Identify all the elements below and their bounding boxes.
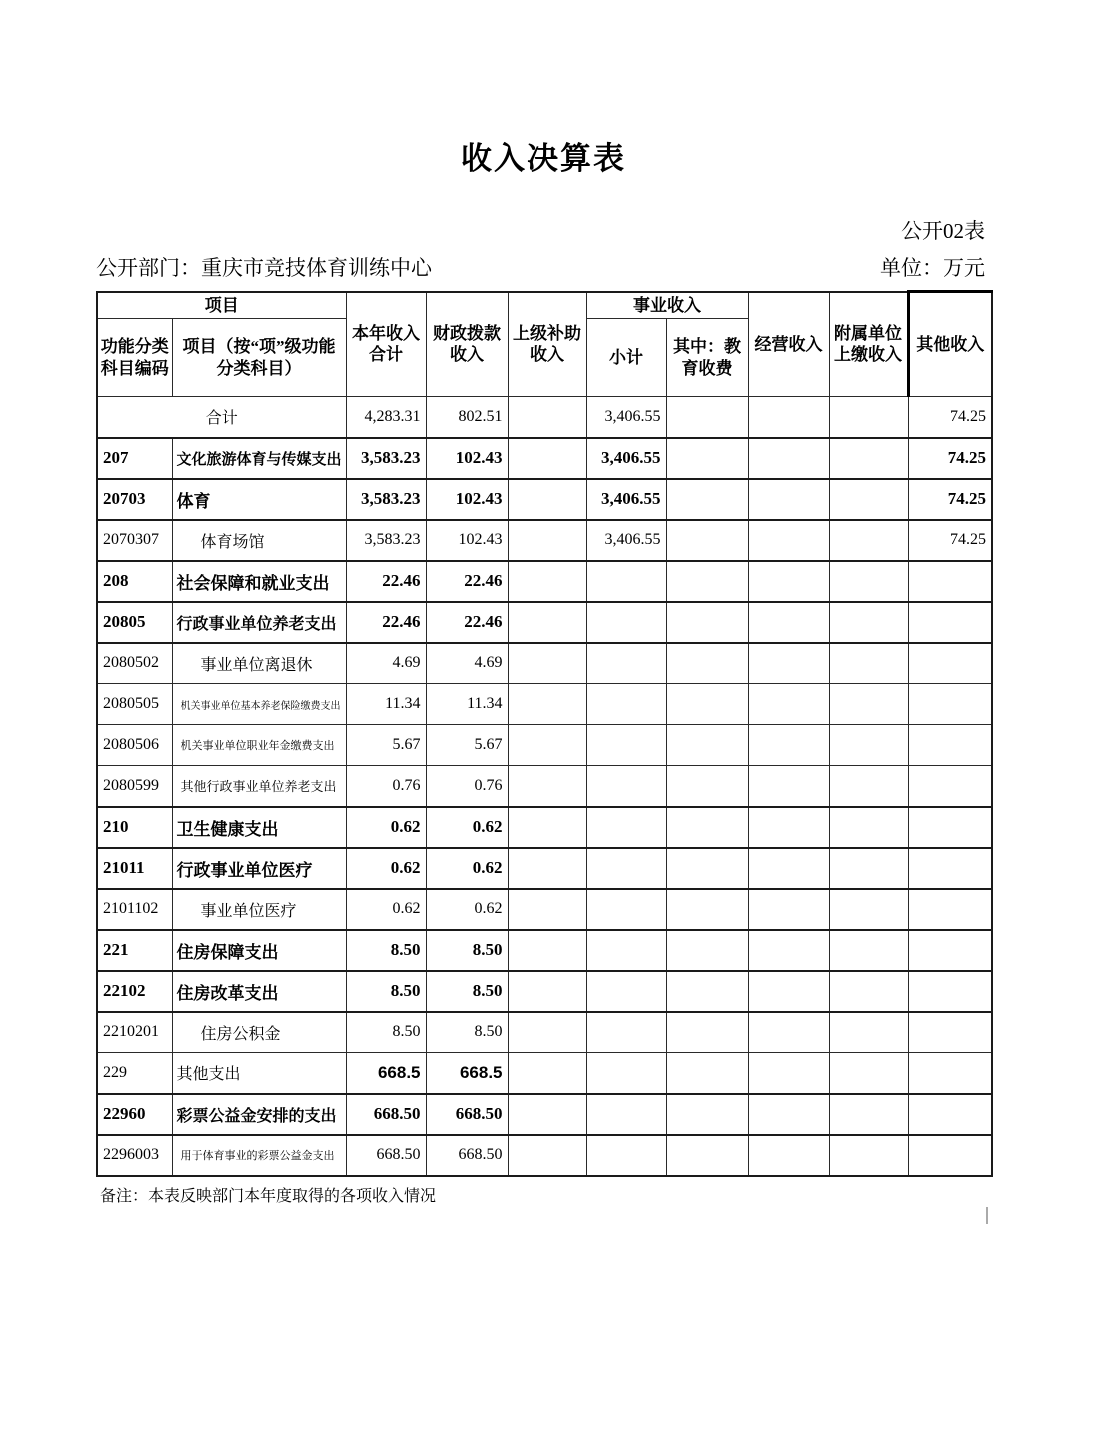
row-item-name: 彩票公益金安排的支出 xyxy=(172,1094,346,1135)
row-value xyxy=(908,684,992,725)
row-value xyxy=(829,602,908,643)
row-value: 8.50 xyxy=(426,1012,508,1053)
row-value xyxy=(829,848,908,889)
row-value xyxy=(908,643,992,684)
row-value xyxy=(748,479,829,520)
row-value xyxy=(908,971,992,1012)
row-value xyxy=(748,889,829,930)
row-code: 2080599 xyxy=(97,766,172,807)
row-value xyxy=(829,1094,908,1135)
row-value: 22.46 xyxy=(346,602,426,643)
row-value: 8.50 xyxy=(346,971,426,1012)
row-value xyxy=(666,438,748,479)
row-value xyxy=(908,561,992,602)
row-value xyxy=(586,1094,666,1135)
row-value xyxy=(508,561,586,602)
row-value xyxy=(586,930,666,971)
row-value: 22.46 xyxy=(346,561,426,602)
table-row xyxy=(97,807,992,848)
row-value xyxy=(508,725,586,766)
row-value: 668.5 xyxy=(346,1053,426,1094)
row-value xyxy=(908,1094,992,1135)
row-item-name: 体育 xyxy=(172,479,346,520)
row-item-name: 住房改革支出 xyxy=(172,971,346,1012)
row-value: 8.50 xyxy=(426,930,508,971)
row-value xyxy=(748,520,829,561)
row-value: 5.67 xyxy=(346,725,426,766)
row-value xyxy=(666,1135,748,1176)
row-value xyxy=(908,766,992,807)
row-value: 668.50 xyxy=(426,1094,508,1135)
row-value xyxy=(666,561,748,602)
row-value: 74.25 xyxy=(908,479,992,520)
row-value: 4.69 xyxy=(346,643,426,684)
row-value: 5.67 xyxy=(426,725,508,766)
row-value: 8.50 xyxy=(426,971,508,1012)
row-value xyxy=(748,930,829,971)
row-value xyxy=(586,1135,666,1176)
row-code: 2210201 xyxy=(97,1012,172,1053)
row-value: 74.25 xyxy=(908,438,992,479)
row-value xyxy=(666,479,748,520)
row-value xyxy=(748,1094,829,1135)
row-item-name: 事业单位医疗 xyxy=(172,889,346,930)
page-title: 收入决算表 xyxy=(461,141,626,176)
row-item-name: 文化旅游体育与传媒支出 xyxy=(172,438,346,479)
row-value xyxy=(829,889,908,930)
table-row xyxy=(97,1135,992,1176)
row-code: 2080502 xyxy=(97,643,172,684)
table-row xyxy=(97,1094,992,1135)
text-cursor-artifact xyxy=(986,1207,988,1224)
row-value xyxy=(586,1053,666,1094)
row-value xyxy=(908,1135,992,1176)
row-value: 22.46 xyxy=(426,602,508,643)
row-value: 0.62 xyxy=(426,889,508,930)
row-value xyxy=(666,971,748,1012)
row-value xyxy=(508,766,586,807)
row-value xyxy=(586,643,666,684)
table-row xyxy=(97,479,992,520)
row-value xyxy=(666,1094,748,1135)
table-row xyxy=(97,930,992,971)
row-value: 3,406.55 xyxy=(586,520,666,561)
row-value xyxy=(829,1053,908,1094)
row-value xyxy=(829,684,908,725)
row-value: 3,406.55 xyxy=(586,438,666,479)
row-value xyxy=(829,930,908,971)
row-value: 74.25 xyxy=(908,397,992,438)
row-code: 20703 xyxy=(97,479,172,520)
row-value xyxy=(829,438,908,479)
row-value xyxy=(748,561,829,602)
unit-label: 单位：万元 xyxy=(880,256,985,280)
row-code: 210 xyxy=(97,807,172,848)
row-value xyxy=(508,479,586,520)
table-row xyxy=(97,684,992,725)
row-value: 3,406.55 xyxy=(586,397,666,438)
row-value xyxy=(586,725,666,766)
row-code: 2080505 xyxy=(97,684,172,725)
row-value xyxy=(666,684,748,725)
row-value: 3,583.23 xyxy=(346,520,426,561)
row-value: 0.62 xyxy=(426,807,508,848)
row-value xyxy=(508,1053,586,1094)
row-value xyxy=(586,807,666,848)
row-value xyxy=(748,971,829,1012)
row-value xyxy=(508,520,586,561)
header-group-business: 事业收入 xyxy=(586,292,748,319)
row-item-name: 机关事业单位基本养老保险缴费支出 xyxy=(172,684,346,725)
row-value xyxy=(829,725,908,766)
table-row xyxy=(97,438,992,479)
row-value xyxy=(666,520,748,561)
row-value xyxy=(586,889,666,930)
row-value: 0.76 xyxy=(346,766,426,807)
row-value: 8.50 xyxy=(346,930,426,971)
header-affiliated: 附属单位上缴收入 xyxy=(829,292,908,397)
row-value: 0.62 xyxy=(346,807,426,848)
row-value xyxy=(666,397,748,438)
row-item-name: 用于体育事业的彩票公益金支出 xyxy=(172,1135,346,1176)
row-value: 102.43 xyxy=(426,438,508,479)
row-code: 2080506 xyxy=(97,725,172,766)
row-value: 102.43 xyxy=(426,479,508,520)
table-row xyxy=(97,848,992,889)
row-value xyxy=(829,479,908,520)
table-row xyxy=(97,397,992,438)
row-item-name: 其他行政事业单位养老支出 xyxy=(172,766,346,807)
row-value xyxy=(908,848,992,889)
header-higher-subsidy: 上级补助收入 xyxy=(508,292,586,397)
row-code: 229 xyxy=(97,1053,172,1094)
row-item-name: 住房保障支出 xyxy=(172,930,346,971)
row-value xyxy=(829,397,908,438)
row-value xyxy=(748,438,829,479)
row-item-name: 事业单位离退休 xyxy=(172,643,346,684)
row-value xyxy=(508,602,586,643)
table-header xyxy=(97,292,992,397)
row-value: 3,583.23 xyxy=(346,438,426,479)
row-value xyxy=(666,725,748,766)
income-final-accounts-table xyxy=(96,290,993,1177)
row-value xyxy=(908,725,992,766)
row-value xyxy=(748,1053,829,1094)
row-value xyxy=(829,766,908,807)
row-item-name: 卫生健康支出 xyxy=(172,807,346,848)
row-value xyxy=(508,848,586,889)
row-value xyxy=(829,971,908,1012)
row-value xyxy=(748,1012,829,1053)
row-value xyxy=(586,561,666,602)
header-education-fee: 其中：教育收费 xyxy=(666,319,748,397)
row-value: 102.43 xyxy=(426,520,508,561)
row-value xyxy=(666,930,748,971)
table-number: 公开02表 xyxy=(901,219,985,243)
row-value xyxy=(508,1012,586,1053)
row-code: 2070307 xyxy=(97,520,172,561)
table-row xyxy=(97,520,992,561)
table-row xyxy=(97,971,992,1012)
row-code: 221 xyxy=(97,930,172,971)
row-value xyxy=(908,889,992,930)
row-item-name: 行政事业单位养老支出 xyxy=(172,602,346,643)
meta-line xyxy=(96,252,985,282)
row-value: 11.34 xyxy=(346,684,426,725)
row-value xyxy=(508,684,586,725)
row-value: 4,283.31 xyxy=(346,397,426,438)
row-value xyxy=(666,1012,748,1053)
row-value: 0.62 xyxy=(346,889,426,930)
row-value: 8.50 xyxy=(346,1012,426,1053)
header-subtotal: 小计 xyxy=(586,319,666,397)
row-value: 668.50 xyxy=(346,1094,426,1135)
table-row xyxy=(97,561,992,602)
header-other: 其他收入 xyxy=(908,292,992,397)
row-value xyxy=(666,602,748,643)
row-value xyxy=(508,397,586,438)
table-row xyxy=(97,1012,992,1053)
table-row xyxy=(97,725,992,766)
table-row xyxy=(97,766,992,807)
row-value xyxy=(748,397,829,438)
header-code: 功能分类科目编码 xyxy=(97,319,172,397)
row-value: 802.51 xyxy=(426,397,508,438)
row-item-name: 体育场馆 xyxy=(172,520,346,561)
row-item-name: 住房公积金 xyxy=(172,1012,346,1053)
row-value xyxy=(508,643,586,684)
row-value xyxy=(586,848,666,889)
row-code: 21011 xyxy=(97,848,172,889)
table-row xyxy=(97,602,992,643)
row-value xyxy=(586,602,666,643)
row-value: 0.62 xyxy=(426,848,508,889)
row-value xyxy=(829,1012,908,1053)
row-code: 2101102 xyxy=(97,889,172,930)
row-value xyxy=(586,766,666,807)
row-value xyxy=(508,807,586,848)
row-value xyxy=(748,766,829,807)
row-value xyxy=(748,643,829,684)
row-value xyxy=(748,848,829,889)
row-value xyxy=(508,930,586,971)
row-value: 668.50 xyxy=(426,1135,508,1176)
row-item-name: 合计 xyxy=(97,397,346,438)
table-row xyxy=(97,889,992,930)
row-value: 3,406.55 xyxy=(586,479,666,520)
row-item-name: 行政事业单位医疗 xyxy=(172,848,346,889)
row-value xyxy=(829,807,908,848)
row-code: 2296003 xyxy=(97,1135,172,1176)
row-value xyxy=(666,643,748,684)
header-group-item: 项目 xyxy=(97,292,346,319)
table-row xyxy=(97,643,992,684)
row-value xyxy=(666,848,748,889)
header-operating: 经营收入 xyxy=(748,292,829,397)
row-value xyxy=(908,1053,992,1094)
row-value xyxy=(748,725,829,766)
department-label: 公开部门：重庆市竞技体育训练中心 xyxy=(96,256,432,280)
row-value xyxy=(748,684,829,725)
row-value xyxy=(508,1094,586,1135)
row-value: 0.76 xyxy=(426,766,508,807)
row-item-name: 机关事业单位职业年金缴费支出 xyxy=(172,725,346,766)
row-value xyxy=(508,971,586,1012)
row-value xyxy=(829,1135,908,1176)
row-value: 22.46 xyxy=(426,561,508,602)
row-value xyxy=(748,1135,829,1176)
row-code: 208 xyxy=(97,561,172,602)
row-value xyxy=(908,930,992,971)
row-value xyxy=(508,438,586,479)
row-value xyxy=(748,602,829,643)
row-value xyxy=(508,1135,586,1176)
row-value xyxy=(829,643,908,684)
row-value: 3,583.23 xyxy=(346,479,426,520)
row-code: 22960 xyxy=(97,1094,172,1135)
row-value xyxy=(829,561,908,602)
note-line: 备注：本表反映部门本年度取得的各项收入情况 xyxy=(100,1188,437,1205)
row-item-name: 社会保障和就业支出 xyxy=(172,561,346,602)
row-code: 207 xyxy=(97,438,172,479)
row-value xyxy=(666,807,748,848)
row-value: 11.34 xyxy=(426,684,508,725)
row-value xyxy=(666,766,748,807)
header-year-total: 本年收入合计 xyxy=(346,292,426,397)
row-value: 668.5 xyxy=(426,1053,508,1094)
header-item: 项目（按“项”级功能分类科目） xyxy=(172,319,346,397)
row-value xyxy=(666,1053,748,1094)
row-value xyxy=(829,520,908,561)
row-value: 0.62 xyxy=(346,848,426,889)
row-value xyxy=(908,1012,992,1053)
header-fiscal: 财政拨款收入 xyxy=(426,292,508,397)
row-value: 668.50 xyxy=(346,1135,426,1176)
row-item-name: 其他支出 xyxy=(172,1053,346,1094)
row-code: 22102 xyxy=(97,971,172,1012)
row-value xyxy=(748,807,829,848)
table-row xyxy=(97,1053,992,1094)
row-value xyxy=(586,1012,666,1053)
row-value: 4.69 xyxy=(426,643,508,684)
row-value xyxy=(666,889,748,930)
row-value xyxy=(586,971,666,1012)
row-code: 20805 xyxy=(97,602,172,643)
table-body xyxy=(97,397,992,1176)
row-value xyxy=(508,889,586,930)
row-value xyxy=(586,684,666,725)
row-value xyxy=(908,807,992,848)
row-value: 74.25 xyxy=(908,520,992,561)
row-value xyxy=(908,602,992,643)
